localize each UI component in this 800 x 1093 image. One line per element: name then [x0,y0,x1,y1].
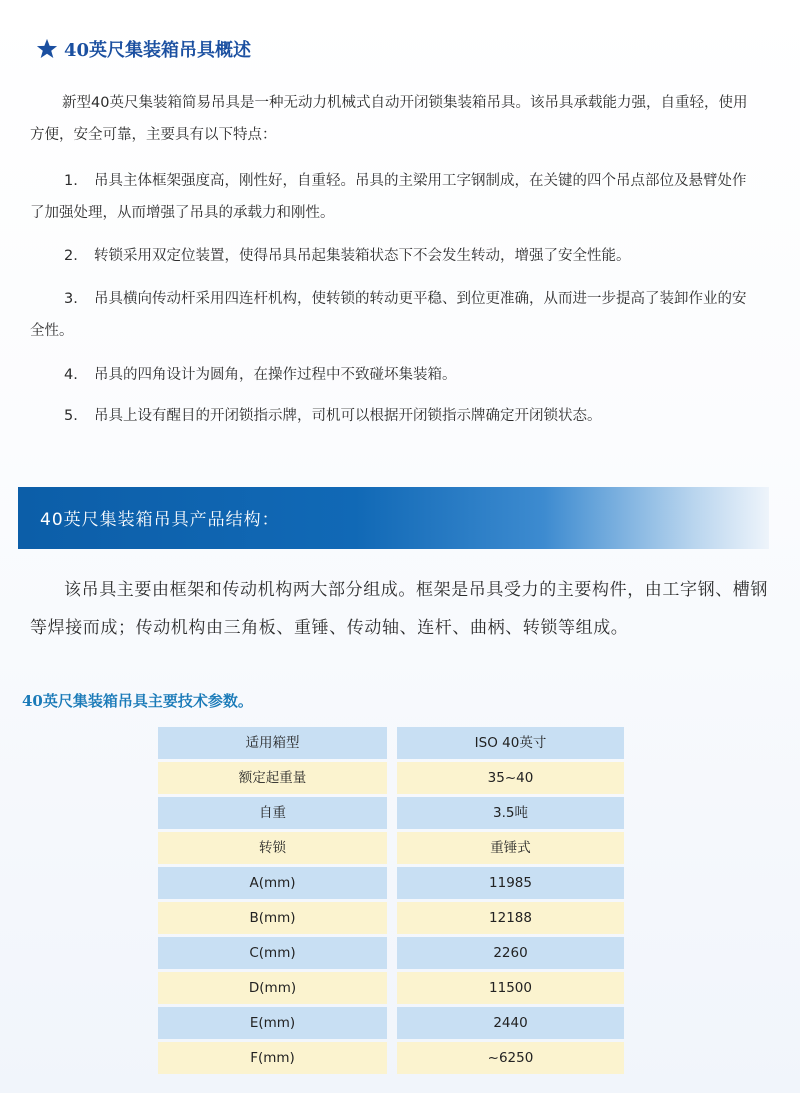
table-row [158,727,624,759]
param-value: 11500 [397,972,624,1004]
structure-text: 该吊具主要由框架和传动机构两大部分组成。框架是吊具受力的主要构件，由工字钢、槽钢等焊接而成；传动机构由三角板、重锤、传动轴、连杆、曲柄、转锁等组成。 [30,580,768,638]
table-row [158,867,624,899]
param-label: 转锁 [158,832,387,864]
param-value: ISO 40英寸 [397,727,624,759]
param-value: 11985 [397,867,624,899]
param-label: 适用箱型 [158,727,387,759]
param-label: F(mm) [158,1042,387,1074]
feature-number: 4. [64,367,78,383]
overview-intro: 新型40英尺集装箱简易吊具是一种无动力机械式自动开闭锁集装箱吊具。该吊具承载能力强，自重轻，使用方便，安全可靠，主要具有以下特点： [30,95,748,143]
param-value: ~6250 [397,1042,624,1074]
table-row [158,1042,624,1074]
param-label: C(mm) [158,937,387,969]
table-row [158,1007,624,1039]
param-label: E(mm) [158,1007,387,1039]
feature-text: 吊具主体框架强度高，刚性好，自重轻。吊具的主梁用工字钢制成，在关键的四个吊点部位及悬臂处作了加强处理，从而增强了吊具的承载力和刚性。 [30,173,747,221]
table-row [158,797,624,829]
feature-text: 吊具的四角设计为圆角，在操作过程中不致碰坏集装箱。 [94,367,457,383]
table-row [158,762,624,794]
structure-banner [18,487,769,549]
table-row [158,832,624,864]
param-label: 额定起重量 [158,762,387,794]
feature-item [30,165,760,229]
feature-item [30,283,760,347]
overview-title: 40英尺集装箱吊具概述 [64,40,252,61]
params-title: 40英尺集装箱吊具主要技术参数。 [22,692,253,710]
param-label: B(mm) [158,902,387,934]
param-label: A(mm) [158,867,387,899]
param-label: D(mm) [158,972,387,1004]
table-row [158,902,624,934]
feature-text: 吊具横向传动杆采用四连杆机构，使转锁的转动更平稳、到位更准确，从而进一步提高了装卸作业的安全性。 [30,291,747,339]
param-value: 2260 [397,937,624,969]
feature-number: 2. [64,248,78,264]
table-row [158,972,624,1004]
feature-item [30,359,760,391]
feature-number: 3. [64,291,78,307]
feature-item [30,240,760,272]
param-value: 重锤式 [397,832,624,864]
overview-heading [36,36,251,62]
param-value: 35~40 [397,762,624,794]
feature-number: 5. [64,408,78,424]
param-label: 自重 [158,797,387,829]
structure-banner-title: 40英尺集装箱吊具产品结构： [40,510,280,530]
param-value: 12188 [397,902,624,934]
star-icon [36,38,58,60]
feature-text: 吊具上设有醒目的开闭锁指示牌，司机可以根据开闭锁指示牌确定开闭锁状态。 [94,408,602,424]
table-row [158,937,624,969]
feature-item [30,400,760,432]
feature-text: 转锁采用双定位装置，使得吊具吊起集装箱状态下不会发生转动，增强了安全性能。 [94,248,631,264]
feature-number: 1. [64,173,78,189]
param-value: 3.5吨 [397,797,624,829]
param-value: 2440 [397,1007,624,1039]
params-table [158,727,624,1077]
